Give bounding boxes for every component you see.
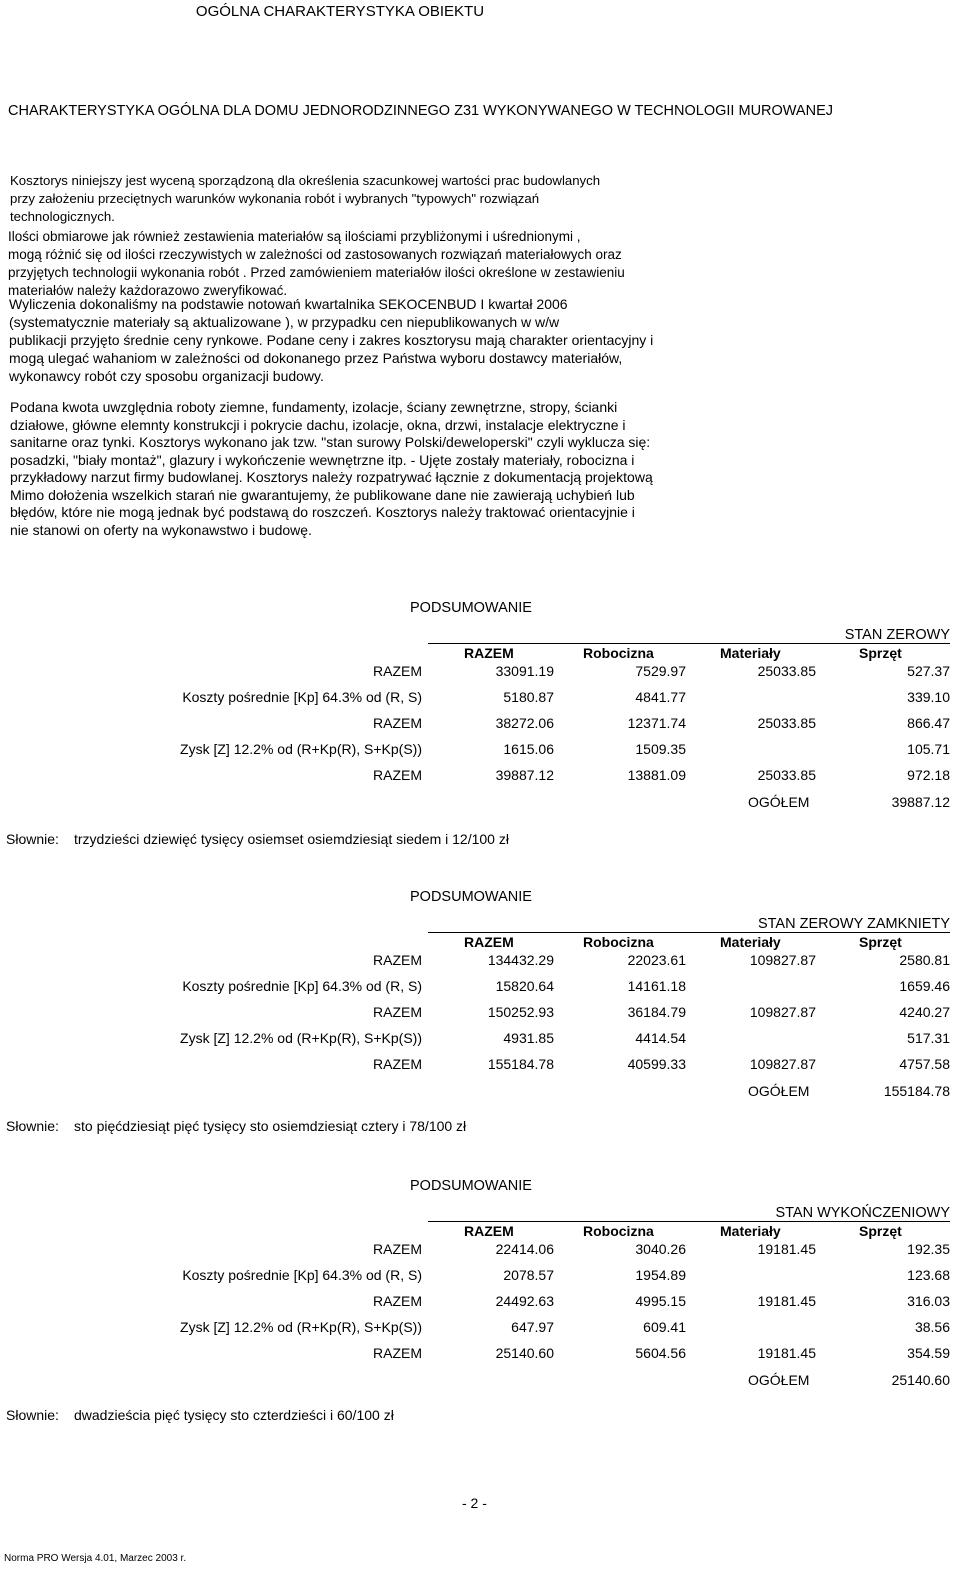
total-label: OGÓŁEM	[748, 794, 810, 810]
summary-row	[0, 1293, 960, 1313]
row-label: Koszty pośrednie [Kp] 64.3% od (R, S)	[182, 1267, 422, 1283]
summary-row	[0, 767, 960, 787]
column-header-materialy: Materiały	[720, 1223, 781, 1239]
cell-razem: 24492.63	[495, 1293, 554, 1309]
column-header-robocizna: Robocizna	[583, 1223, 654, 1239]
summary-row	[0, 1241, 960, 1261]
summary-row	[0, 952, 960, 972]
header-rule	[428, 1221, 950, 1222]
cell-robocizna: 7529.97	[635, 663, 686, 679]
row-label: RAZEM	[373, 715, 422, 731]
summary-variant: STAN WYKOŃCZENIOWY	[775, 1205, 950, 1221]
text-line: Ilości obmiarowe jak również zestawienia materiałów są ilościami przybliżonymi i uśrednionymi ,	[8, 229, 581, 244]
text-line: sanitarne oraz tynki. Kosztorys wykonano jak tzw. "stan surowy Polski/deweloperski" czyli wyklucza się:	[10, 434, 651, 450]
column-header-razem: RAZEM	[464, 1223, 514, 1239]
cell-razem: 2078.57	[503, 1267, 554, 1283]
cell-razem: 134432.29	[487, 952, 554, 968]
header-rule	[428, 643, 950, 644]
text-line: działowe, główne elemnty konstrukcji i pokrycie dachu, izolacje, okna, drzwi, instalacje elektryczne i	[10, 416, 626, 433]
row-label: RAZEM	[373, 1293, 422, 1309]
cell-sprzet: 339.10	[907, 689, 950, 705]
cell-razem: 38272.06	[495, 715, 554, 731]
words-text: sto pięćdziesiąt pięć tysięcy sto osiemdziesiąt cztery i 78/100 zł	[74, 1118, 467, 1134]
cell-sprzet: 354.59	[907, 1345, 950, 1361]
text-line: (systematycznie materiały są aktualizowane ), w przypadku cen niepublikowanych w w/w	[9, 314, 560, 330]
cell-sprzet: 38.56	[914, 1319, 950, 1335]
total-label: OGÓŁEM	[748, 1372, 810, 1388]
summary-title: PODSUMOWANIE	[410, 889, 532, 905]
summary-row	[0, 1319, 960, 1339]
column-header-razem: RAZEM	[464, 934, 514, 950]
words-label: Słownie:	[6, 1118, 59, 1134]
text-line: Kosztorys niniejszy jest wyceną sporządzoną dla określenia szacunkowej wartości prac budowlanych	[10, 173, 601, 188]
text-line: wykonawcy robót czy sposobu organizacji budowy.	[9, 368, 324, 384]
cell-sprzet: 316.03	[907, 1293, 950, 1309]
summary-row	[0, 663, 960, 683]
text-line: przyjętych technologii wykonania robót . Przed zamówieniem materiałów ilości określone w zestawieniu	[8, 265, 625, 280]
cell-razem: 150252.93	[487, 1004, 554, 1020]
cell-razem: 33091.19	[495, 663, 554, 679]
cell-robocizna: 12371.74	[627, 715, 686, 731]
summary-variant: STAN ZEROWY ZAMKNIETY	[757, 916, 950, 932]
row-label: Koszty pośrednie [Kp] 64.3% od (R, S)	[182, 689, 422, 705]
cell-sprzet: 105.71	[907, 741, 950, 757]
words-text: dwadzieścia pięć tysięcy sto czterdzieści i 60/100 zł	[74, 1407, 394, 1423]
text-line: Podana kwota uwzględnia roboty ziemne, fundamenty, izolacje, ściany zewnętrzne, stropy, ścianki	[10, 399, 618, 415]
summary-row	[0, 978, 960, 998]
summary-variant: STAN ZEROWY	[844, 627, 950, 643]
cell-sprzet: 2580.81	[899, 952, 950, 968]
row-label: RAZEM	[373, 952, 422, 968]
cell-razem: 22414.06	[495, 1241, 554, 1257]
amount-in-words	[6, 1407, 394, 1423]
cell-sprzet: 192.35	[907, 1241, 950, 1257]
row-label: RAZEM	[373, 767, 422, 783]
intro-paragraph-4	[10, 399, 653, 539]
cell-materialy: 19181.45	[757, 1293, 816, 1309]
cell-robocizna: 4841.77	[635, 689, 686, 705]
cell-sprzet: 972.18	[907, 767, 950, 783]
row-label: Zysk [Z] 12.2% od (R+Kp(R), S+Kp(S))	[180, 1319, 422, 1335]
text-line: Wyliczenia dokonaliśmy na podstawie notowań kwartalnika SEKOCENBUD I kwartał 2006	[9, 296, 568, 312]
footer-software-note: Norma PRO Wersja 4.01, Marzec 2003 r.	[4, 1553, 187, 1564]
cell-razem: 39887.12	[495, 767, 554, 783]
total-value: 39887.12	[891, 794, 950, 810]
cell-robocizna: 609.41	[643, 1319, 686, 1335]
row-label: RAZEM	[373, 1345, 422, 1361]
text-line: posadzki, "biały montaż", glazury i wykończenie wewnętrzne itp. - Ujęte zostały materiały, robocizna i	[10, 451, 635, 468]
row-label: RAZEM	[373, 1004, 422, 1020]
cell-sprzet: 866.47	[907, 715, 950, 731]
cell-sprzet: 1659.46	[899, 978, 950, 994]
column-header-robocizna: Robocizna	[583, 645, 654, 661]
cell-materialy: 19181.45	[757, 1345, 816, 1361]
cell-razem: 15820.64	[495, 978, 554, 994]
cell-razem: 25140.60	[495, 1345, 554, 1361]
text-line: nie stanowi on oferty na wykonawstwo i budowę.	[10, 521, 312, 538]
summary-stan-wykonczeniowy	[0, 1178, 960, 1428]
text-line: mogą różnić się od ilości rzeczywistych w zależności od zastosowanych rozwiązań materiałowych oraz	[8, 247, 622, 262]
summary-stan-zerowy	[0, 600, 960, 850]
cell-robocizna: 3040.26	[635, 1241, 686, 1257]
row-label: RAZEM	[373, 1056, 422, 1072]
column-header-sprzet: Sprzęt	[859, 1223, 902, 1239]
text-line: Mimo dołożenia wszelkich starań nie gwarantujemy, że publikowane dane nie zawierają uchybień lub	[10, 486, 635, 503]
words-label: Słownie:	[6, 1407, 59, 1423]
text-line: mogą ulegać wahaniom w zależności od dokonanego przez Państwa wyboru dostawcy materiałów,	[9, 350, 623, 366]
row-label: Zysk [Z] 12.2% od (R+Kp(R), S+Kp(S))	[180, 1030, 422, 1046]
cell-materialy: 109827.87	[749, 952, 816, 968]
summary-row	[0, 689, 960, 709]
cell-robocizna: 5604.56	[635, 1345, 686, 1361]
total-label: OGÓŁEM	[748, 1083, 810, 1099]
cell-materialy: 19181.45	[757, 1241, 816, 1257]
total-value: 155184.78	[883, 1083, 950, 1099]
cell-robocizna: 13881.09	[627, 767, 686, 783]
cell-razem: 647.97	[511, 1319, 554, 1335]
cell-sprzet: 4757.58	[899, 1056, 950, 1072]
row-label: Koszty pośrednie [Kp] 64.3% od (R, S)	[182, 978, 422, 994]
cell-razem: 155184.78	[487, 1056, 554, 1072]
summary-title: PODSUMOWANIE	[410, 1178, 532, 1194]
cell-robocizna: 1509.35	[635, 741, 686, 757]
summary-title: PODSUMOWANIE	[410, 600, 532, 616]
cell-sprzet: 517.31	[907, 1030, 950, 1046]
summary-row	[0, 741, 960, 761]
text-line: przy założeniu przeciętnych warunków wykonania robót i wybranych "typowych" rozwiązań	[10, 191, 540, 206]
summary-stan-zerowy-zamkniety	[0, 889, 960, 1139]
words-label: Słownie:	[6, 831, 59, 847]
row-label: Zysk [Z] 12.2% od (R+Kp(R), S+Kp(S))	[180, 741, 422, 757]
cell-robocizna: 14161.18	[627, 978, 686, 994]
text-line: publikacji przyjęto średnie ceny rynkowe. Podane ceny i zakres kosztorysu mają charakter orientacyjny i	[9, 332, 654, 348]
cell-robocizna: 22023.61	[627, 952, 686, 968]
column-header-materialy: Materiały	[720, 934, 781, 950]
column-header-materialy: Materiały	[720, 645, 781, 661]
cell-razem: 4931.85	[503, 1030, 554, 1046]
amount-in-words	[6, 831, 509, 847]
cell-razem: 1615.06	[503, 741, 554, 757]
summary-row	[0, 1004, 960, 1024]
total-value: 25140.60	[891, 1372, 950, 1388]
summary-row	[0, 1056, 960, 1076]
intro-paragraph-2	[8, 228, 625, 300]
page-number: - 2 -	[462, 1495, 487, 1511]
summary-row	[0, 1267, 960, 1287]
text-line: technologicznych.	[10, 209, 115, 224]
words-text: trzydzieści dziewięć tysięcy osiemset osiemdziesiąt siedem i 12/100 zł	[74, 831, 509, 847]
cell-materialy: 25033.85	[757, 663, 816, 679]
column-header-sprzet: Sprzęt	[859, 934, 902, 950]
cell-robocizna: 4995.15	[635, 1293, 686, 1309]
cell-razem: 5180.87	[503, 689, 554, 705]
cell-robocizna: 4414.54	[635, 1030, 686, 1046]
intro-paragraph-1	[10, 172, 600, 226]
text-line: przykładowy narzut firmy budowlanej. Kosztorys należy rozpatrywać łącznie z dokumentacją projektową	[10, 469, 653, 485]
cell-materialy: 109827.87	[749, 1004, 816, 1020]
summary-row	[0, 715, 960, 735]
row-label: RAZEM	[373, 663, 422, 679]
header-rule	[428, 932, 950, 933]
column-header-razem: RAZEM	[464, 645, 514, 661]
summary-row	[0, 1345, 960, 1365]
column-header-sprzet: Sprzęt	[859, 645, 902, 661]
cell-materialy: 25033.85	[757, 715, 816, 731]
text-line: materiałów należy każdorazowo zweryfikować.	[8, 283, 288, 298]
document-title: OGÓLNA CHARAKTERYSTYKA OBIEKTU	[195, 3, 485, 20]
document-subtitle: CHARAKTERYSTYKA OGÓLNA DLA DOMU JEDNORODZINNEGO Z31 WYKONYWANEGO W TECHNOLOGII MUROWANEJ	[8, 103, 833, 119]
cell-robocizna: 40599.33	[627, 1056, 686, 1072]
intro-paragraph-3	[9, 295, 653, 385]
summary-row	[0, 1030, 960, 1050]
text-line: błędów, które nie mogą jednak być podstawą do roszczeń. Kosztorys należy traktować orientacyjnie i	[10, 504, 635, 520]
column-header-robocizna: Robocizna	[583, 934, 654, 950]
cell-materialy: 109827.87	[749, 1056, 816, 1072]
cell-robocizna: 36184.79	[627, 1004, 686, 1020]
cell-materialy: 25033.85	[757, 767, 816, 783]
row-label: RAZEM	[373, 1241, 422, 1257]
cell-robocizna: 1954.89	[635, 1267, 686, 1283]
cell-sprzet: 4240.27	[899, 1004, 950, 1020]
cell-sprzet: 123.68	[907, 1267, 950, 1283]
amount-in-words	[6, 1118, 466, 1134]
cell-sprzet: 527.37	[907, 663, 950, 679]
